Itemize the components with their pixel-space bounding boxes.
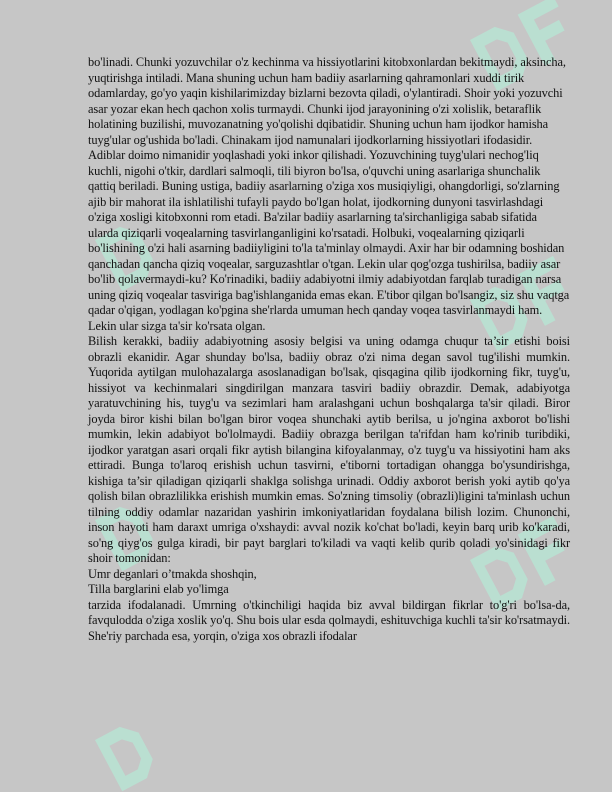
verse-line-1: Umr deganlari o’tmakda shoshqin, [88, 566, 257, 581]
paragraph-closing: tarzida ifodalanadi. Umrning o'tkinchiligi haqida biz avval bildirgan fikrlar to'g'ri bo'lsa-da, favqulodda o'ziga xoslik yo'q. Shu bois ular esda qolmaydi, eshituvchiga kuchli ta'sir ko'rsatmaydi. She'riy parchada esa, yorqin, o'ziga xos obrazli ifodalar [88, 597, 570, 643]
verse-line-2: Tilla barglarini elab yo'limga [88, 582, 229, 596]
document-body [88, 55, 570, 644]
paragraph-1: bo'linadi. Chunki yozuvchilar o'z kechinma va hissiyotlarini kitobxonlardan bekitmaydi, aksincha, yuqtirishga intiladi. Mana shuning uchun ham badiiy asarlarning qahramonlari xuddi tirik odamlarday, go'yo yaqin kishilarimizday bizlarni bezovta qiladi, o'ylantiradi. Shoir yoki yozuvchi asar yozar ekan hech qachon xolis turmaydi. Chunki ijod jarayonining o'zi xolislik, betaraflik holatining buzilishi, muvozanatning yo'qolishi dqibatidir. Shuning uchun ham ijodkor hamisha tuyg'ular og'ushida bo'ladi. Chinakam ijod namunalari ijodkorlarning hissiyotlari ifodasidir. Adiblar doimo nimanidir yoqlashadi yoki inkor qilishadi. Yozuvchining tuyg'ulari nechog'liq kuchli, nigohi o'tkir, dardlari salmoqli, tili biyron bo'lsa, o'quvchi uning asarlariga shunchalik qattiq beriladi. Buning ustiga, badiiy asarlarning o'ziga xos musiqiyligi, ohangdorligi, so'zlarning ajib bir mahorat ila ishlatilishi tufayli paydo bo'lgan holat, ijodkorning dunyoni tasvirlashdagi o'ziga xosligi kitobxonni rom etadi. Ba'zilar badiiy asarlarning ta'sirchanligiga sabab sifatida ularda qiziqarli voqealarning tasvirlanganligini ko'rsatadi. Holbuki, voqealarning qiziqarli bo'lishining o'zi hali asarning badiiyligini to'la ta'minlay olmaydi. Axir har bir odamning boshidan qanchadan qancha qiziq voqealar, sarguzashtlar o'tgan. Lekin ular qog'ozga tushirilsa, badiiy asar bo'lib qolavermaydi-ku? Ko'rinadiki, badiiy adabiyotni ilmiy adabiyotdan farqlab turadigan narsa uning qiziq voqealar tasviriga bag'ishlanganida emas ekan. E'tibor qilgan bo'lsangiz, siz shu vaqtga qadar o'qigan, yodlagan ko'pgina she'rlarda umuman hech qanday voqea tasvirlanmaydi ham. Lekin ular sizga ta'sir ko'rsata olgan. [88, 55, 570, 333]
paragraph-2: Bilish kerakki, badiiy adabiyotning asosiy belgisi va uning odamga chuqur ta’sir etishi boisi obrazli ekanidir. Agar shunday bo'lsa, badiiy obraz o'zi nima degan savol tug'ilishi mumkin. Yuqorida aytilgan mulohazalarga asoslanadigan bo'lsak, qisqagina qilib ijodkorning fikr, tuyg'u, hissiyot va kechinmalari singdirilgan manzara tasviri badiiy obrazdir. Demak, adabiyotga yaratuvchining his, tuyg'u va sezimlari ham aralashgani uchun boshqalarga ta'sir qiladi. Biror joyda biror kishi bilan bo'lgan biror voqea shunchaki aytib berilsa, u jo'ngina axborot bo'lishi mumkin, lekin adabiyot bo'lolmaydi. Badiiy obrazga berilgan ta'rifdan ham ko'rinib turibdiki, ijodkor yaratgan asari orqali fikr aytish bilangina kifoyalanmay, o'z tuyg'u va hissiyotini ham aks ettiradi. Bunga to'laroq erishish uchun tasvirni, e'tiborni tortadigan ohangga bo'ysundirishga, kishiga ta’sir qiladigan qiziqarli shaklga solishga urinadi. Oddiy axborot berish yoki aytib qo'ya qolish bilan obrazlilikka erishish mumkin emas. So'zning timsoliy (obrazli)ligini ta'minlash uchun tilning oddiy odamlar nazaridan yashirin imkoniyatlaridan foydalana bilish lozim. Chunonchi, inson hayoti ham daraxt umriga o'xshaydi: avval nozik ko'chat bo'ladi, keyin barq urib ko'karadi, so'ng qiyg'os gulga kiradi, bir payt barglari to'kiladi va vaqti kelib qurib qoladi yo'sinidagi fikr shoir tomonidan: [88, 334, 570, 565]
